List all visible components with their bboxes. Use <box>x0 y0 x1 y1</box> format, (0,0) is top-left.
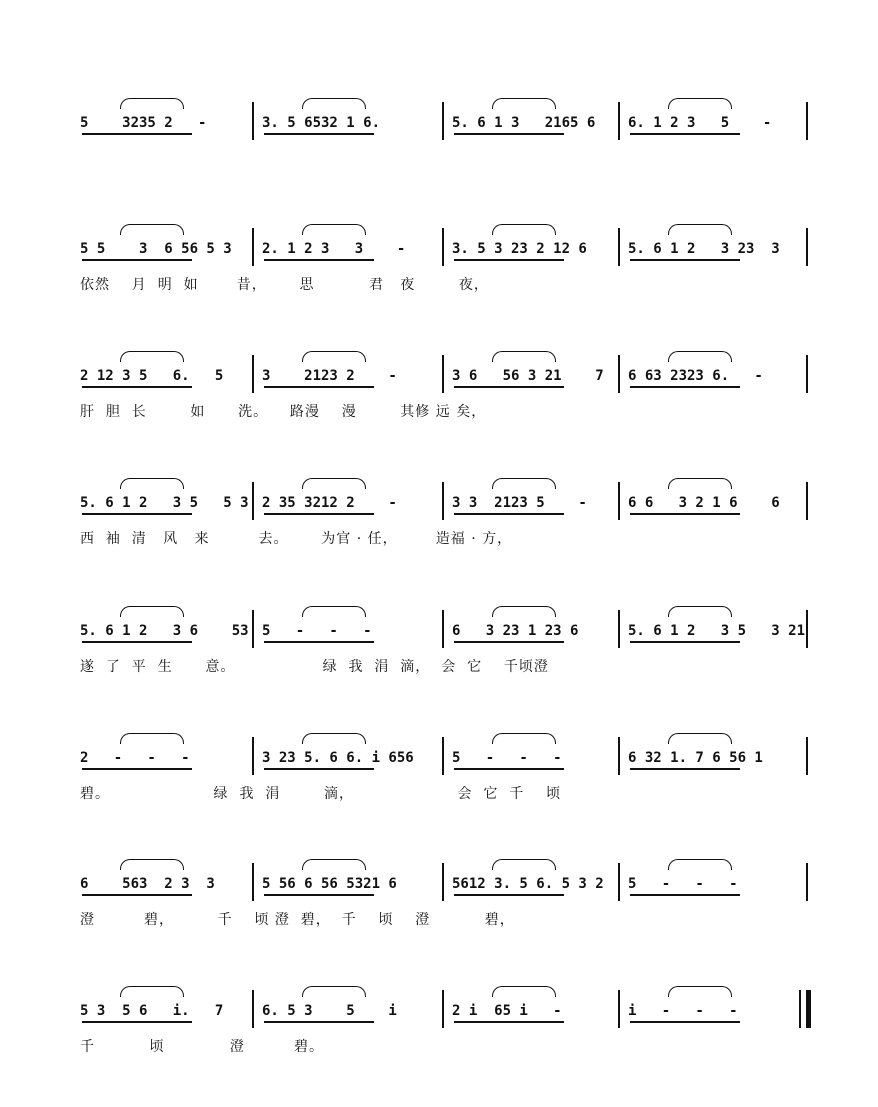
slur-mark <box>120 98 184 109</box>
beam-underline <box>630 1021 740 1023</box>
slur-mark <box>668 606 732 617</box>
slur-mark <box>120 351 184 362</box>
barline <box>252 990 254 1028</box>
barline <box>252 863 254 901</box>
measure-notes: 5 56 6 56 5321 6 <box>262 876 397 892</box>
measure-notes: 2 i 65 i - <box>452 1003 562 1019</box>
barline <box>442 228 444 266</box>
barline <box>252 610 254 648</box>
lyric-line: 西 袖 清 风 来 去。 为官 · 任， 造福 · 方， <box>80 531 513 547</box>
lyric-line: 碧。 绿 我 涓 滴， 会 它 千 顷 <box>80 786 562 802</box>
barline <box>806 482 808 520</box>
slur-mark <box>492 733 556 744</box>
measure-notes: 3. 5 3 23 2 12 6 <box>452 241 587 257</box>
slur-mark <box>302 98 366 109</box>
barline <box>806 863 808 901</box>
measure-notes: 6 63 2323 6. - <box>628 368 763 384</box>
beam-underline <box>264 768 374 770</box>
beam-underline <box>454 894 564 896</box>
final-barline <box>806 990 811 1028</box>
slur-mark <box>492 986 556 997</box>
score-system <box>0 620 878 700</box>
beam-underline <box>82 259 192 261</box>
barline <box>618 228 620 266</box>
measure-notes: 3. 5 6532 1 6. <box>262 115 381 131</box>
slur-mark <box>120 986 184 997</box>
measure-notes: 6 3 23 1 23 6 <box>452 623 579 639</box>
slur-mark <box>492 859 556 870</box>
barline <box>442 863 444 901</box>
beam-underline <box>630 894 740 896</box>
beam-underline <box>454 768 564 770</box>
barline <box>806 102 808 140</box>
measure-notes: 5 3235 2 - <box>80 115 207 131</box>
beam-underline <box>264 894 374 896</box>
barline <box>252 482 254 520</box>
barline <box>252 228 254 266</box>
barline <box>806 355 808 393</box>
measure-notes: 6. 1 2 3 5 - <box>628 115 772 131</box>
measure-notes: 5 - - - <box>628 876 738 892</box>
measure-notes: 3 2123 2 - <box>262 368 397 384</box>
beam-underline <box>630 386 740 388</box>
measure-notes: 6. 5 3 5 i <box>262 1003 397 1019</box>
slur-mark <box>302 733 366 744</box>
score-system <box>0 873 878 953</box>
beam-underline <box>630 133 740 135</box>
slur-mark <box>668 859 732 870</box>
slur-mark <box>668 478 732 489</box>
slur-mark <box>492 351 556 362</box>
barline <box>618 737 620 775</box>
barline <box>618 355 620 393</box>
measure-notes: 5 - - - <box>262 623 372 639</box>
slur-mark <box>668 986 732 997</box>
measure-notes: 5 - - - <box>452 750 562 766</box>
measure-notes: 6 563 2 3 3 <box>80 876 215 892</box>
slur-mark <box>302 351 366 362</box>
beam-underline <box>264 386 374 388</box>
beam-underline <box>454 1021 564 1023</box>
slur-mark <box>492 98 556 109</box>
measure-notes: 2 35 3212 2 - <box>262 495 397 511</box>
beam-underline <box>454 386 564 388</box>
measure-notes: 6 6 3 2 1 6 6 <box>628 495 780 511</box>
slur-mark <box>668 733 732 744</box>
beam-underline <box>264 641 374 643</box>
measure-notes: 5. 6 1 3 2165 6 <box>452 115 596 131</box>
barline <box>252 102 254 140</box>
barline <box>618 610 620 648</box>
barline <box>799 990 801 1028</box>
barline <box>252 355 254 393</box>
slur-mark <box>120 224 184 235</box>
beam-underline <box>630 259 740 261</box>
measure-notes: 5 3 5 6 i. 7 <box>80 1003 224 1019</box>
slur-mark <box>668 98 732 109</box>
measure-notes: 5. 6 1 2 3 5 3 21 <box>628 623 806 639</box>
slur-mark <box>668 351 732 362</box>
slur-mark <box>492 606 556 617</box>
barline <box>442 610 444 648</box>
beam-underline <box>264 133 374 135</box>
barline <box>618 863 620 901</box>
lyric-line: 澄 碧， 千 顷 澄 碧， 千 顷 澄 碧， <box>80 912 515 928</box>
beam-underline <box>82 1021 192 1023</box>
beam-underline <box>82 641 192 643</box>
slur-mark <box>302 606 366 617</box>
measure-notes: 3 3 2123 5 - <box>452 495 587 511</box>
slur-mark <box>492 224 556 235</box>
beam-underline <box>82 768 192 770</box>
barline <box>442 737 444 775</box>
score-system <box>0 492 878 572</box>
beam-underline <box>264 1021 374 1023</box>
beam-underline <box>454 513 564 515</box>
beam-underline <box>82 133 192 135</box>
measure-notes: i - - - <box>628 1003 738 1019</box>
barline <box>806 610 808 648</box>
lyric-line: 千 顷 澄 碧。 <box>80 1039 324 1055</box>
score-system <box>0 747 878 827</box>
beam-underline <box>454 259 564 261</box>
slur-mark <box>302 859 366 870</box>
score-system <box>0 238 878 318</box>
measure-notes: 5612 3. 5 6. 5 3 2 <box>452 876 604 892</box>
beam-underline <box>630 513 740 515</box>
beam-underline <box>454 641 564 643</box>
beam-underline <box>82 513 192 515</box>
measure-notes: 3 23 5. 6 6. i 656 <box>262 750 414 766</box>
slur-mark <box>120 733 184 744</box>
barline <box>442 355 444 393</box>
beam-underline <box>82 894 192 896</box>
measure-notes: 5. 6 1 2 3 23 3 <box>628 241 780 257</box>
lyric-line: 遂 了 平 生 意。 绿 我 涓 滴， 会 它 千顷澄 <box>80 659 549 675</box>
score-system <box>0 112 878 192</box>
measure-notes: 5. 6 1 2 3 6 53 <box>80 623 249 639</box>
measure-notes: 3 6 56 3 21 7 <box>452 368 604 384</box>
barline <box>806 737 808 775</box>
beam-underline <box>454 133 564 135</box>
slur-mark <box>302 478 366 489</box>
measure-notes: 5. 6 1 2 3 5 5 3 <box>80 495 249 511</box>
score-system <box>0 1000 878 1080</box>
beam-underline <box>264 259 374 261</box>
slur-mark <box>120 606 184 617</box>
measure-notes: 6 32 1. 7 6 56 1 <box>628 750 763 766</box>
lyric-line: 肝 胆 长 如 洗。 路漫 漫 其修 远 矣， <box>80 404 487 420</box>
lyric-line: 依然 月 明 如 昔， 思 君 夜 夜， <box>80 277 489 293</box>
slur-mark <box>668 224 732 235</box>
barline <box>442 990 444 1028</box>
barline <box>618 102 620 140</box>
barline <box>618 990 620 1028</box>
slur-mark <box>492 478 556 489</box>
measure-notes: 2. 1 2 3 3 - <box>262 241 406 257</box>
score-system <box>0 365 878 445</box>
barline <box>618 482 620 520</box>
measure-notes: 2 - - - <box>80 750 190 766</box>
beam-underline <box>82 386 192 388</box>
barline <box>442 102 444 140</box>
barline <box>442 482 444 520</box>
slur-mark <box>120 859 184 870</box>
slur-mark <box>302 224 366 235</box>
measure-notes: 5 5 3 6 56 5 3 <box>80 241 232 257</box>
barline <box>252 737 254 775</box>
beam-underline <box>264 513 374 515</box>
beam-underline <box>630 768 740 770</box>
slur-mark <box>302 986 366 997</box>
slur-mark <box>120 478 184 489</box>
measure-notes: 2 12 3 5 6. 5 <box>80 368 224 384</box>
beam-underline <box>630 641 740 643</box>
barline <box>806 228 808 266</box>
